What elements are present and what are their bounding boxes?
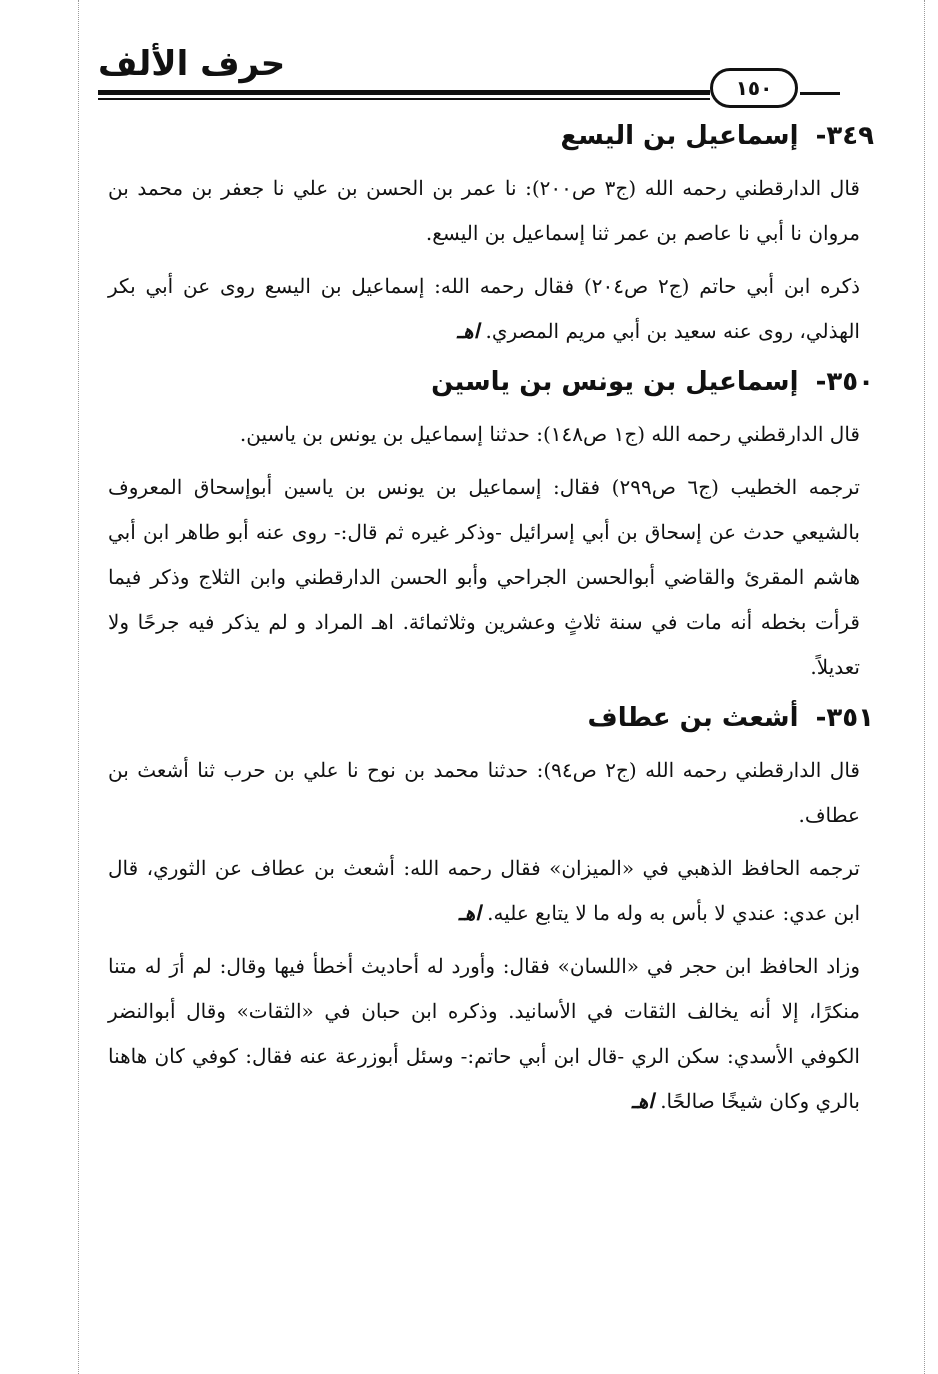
entry-paragraph — [108, 944, 860, 1124]
chapter-title: حرف الألف — [98, 44, 286, 84]
paragraph-text: قال الدارقطني رحمه الله (ج٣ ص٢٠٠): نا عمر بن الحسن بن علي نا جعفر بن محمد بن مروان نا أبي نا عاصم بن عمر ثنا إسماعيل بن اليسع. — [108, 176, 860, 245]
entry-350 — [108, 362, 874, 690]
paragraph-text: ذكره ابن أبي حاتم (ج٢ ص٢٠٤) فقال رحمه الله: إسماعيل بن اليسع روى عن أبي بكر الهذلي، روى عنه سعيد بن أبي مريم المصري. — [108, 274, 860, 343]
paragraph-text: قال الدارقطني رحمه الله (ج٢ ص٩٤): حدثنا محمد بن نوح نا علي بن حرب ثنا أشعث بن عطاف. — [108, 758, 860, 827]
header-rule-right — [800, 92, 840, 95]
entry-heading — [108, 362, 874, 402]
page-number-badge — [710, 68, 798, 108]
page-number: ١٥٠ — [735, 76, 773, 100]
entry-paragraph — [108, 465, 860, 690]
entry-paragraph — [108, 264, 860, 354]
page-header — [98, 40, 840, 110]
entry-number: ٣٥١- — [815, 703, 874, 733]
paragraph-text: وزاد الحافظ ابن حجر في «اللسان» فقال: وأورد له أحاديث أخطأ فيها وقال: لم أرَ له متنا منكرًا، إلا أنه يخالف الثقات في الأسانيد. وذكره ابن حبان في «الثقات» وقال أبوالنضر الكوفي الأسدي: سكن الري -قال ابن أبي حاتم:- وسئل أبوزرعة عنه فقال: كوفي كان هاهنا بالري وكان شيخًا صالحًا. — [108, 954, 860, 1113]
entry-name: إسماعيل بن اليسع — [560, 121, 799, 151]
paragraph-text: ترجمه الحافظ الذهبي في «الميزان» فقال رحمه الله: أشعث بن عطاف عن الثوري، قال ابن عدي: عندي لا بأس به وله ما لا يتابع عليه. — [108, 856, 860, 925]
paragraph-text: قال الدارقطني رحمه الله (ج١ ص١٤٨): حدثنا إسماعيل بن يونس بن ياسين. — [239, 422, 860, 446]
entry-paragraph — [108, 412, 860, 457]
header-rule — [98, 90, 710, 95]
ah-end-mark: اهـ — [458, 901, 481, 925]
paragraph-text: ترجمه الخطيب (ج٦ ص٢٩٩) فقال: إسماعيل بن يونس بن ياسين أبوإسحاق المعروف بالشيعي حدث عن إسحاق بن أبي إسرائيل -وذكر غيره ثم قال:- روى عنه أبو طاهر ابن أبي هاشم المقرئ والقاضي أبوالحسن الجراحي وأبو الحسن الدارقطني وابن الثلاج وذكر فيما قرأت بخطه أنه مات في سنة ثلاثٍ وعشرين وثلاثمائة. — [108, 475, 861, 634]
entry-paragraph — [108, 748, 860, 838]
entry-name: إسماعيل بن يونس بن ياسين — [431, 367, 799, 397]
entry-number: ٣٤٩- — [815, 121, 874, 151]
entry-349 — [108, 116, 874, 354]
ah-end-mark: اهـ — [631, 1089, 654, 1113]
entry-name: أشعث بن عطاف — [587, 703, 799, 733]
page-body — [108, 116, 874, 1132]
entry-number: ٣٥٠- — [815, 367, 874, 397]
ah-end-mark: اهـ المراد و لم يذكر فيه جرحًا ولا تعديلاً. — [108, 610, 860, 679]
scan-artifact-line-left — [78, 0, 79, 1374]
ah-end-mark: اهـ — [457, 319, 480, 343]
scan-artifact-line-right — [924, 0, 925, 1374]
entry-heading — [108, 116, 874, 156]
entry-heading — [108, 698, 874, 738]
entry-351 — [108, 698, 874, 1124]
header-rule-thin — [98, 98, 710, 100]
entry-paragraph — [108, 166, 860, 256]
entry-paragraph — [108, 846, 860, 936]
